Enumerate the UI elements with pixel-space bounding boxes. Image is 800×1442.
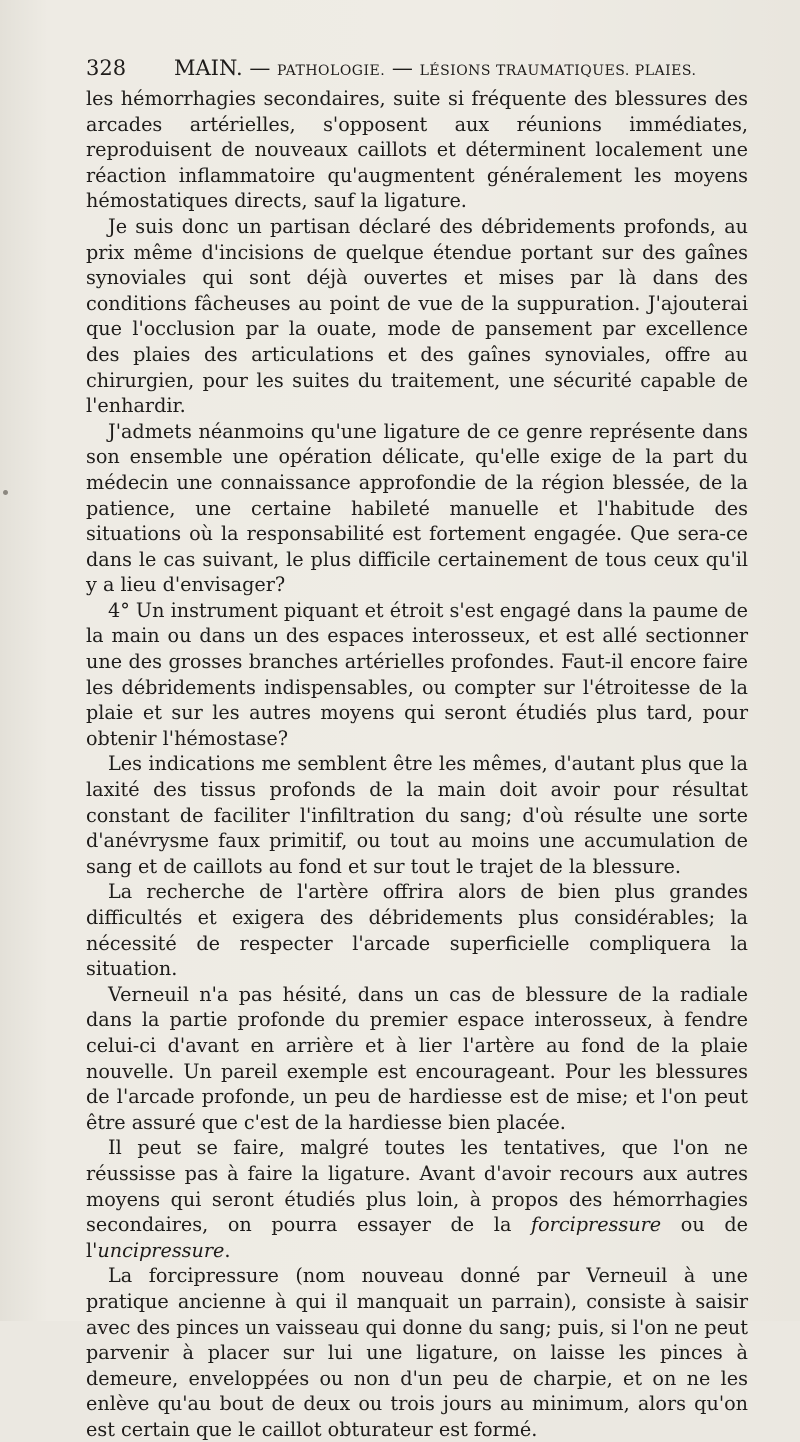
margin-speck [3, 490, 8, 495]
running-chapter: PATHOLOGIE. [277, 63, 386, 79]
paragraph-5: Les indications me semblent être les mêmes, d'autant plus que la laxité des tissus profonds de la main doit avoir pour résultat constant de faciliter l'infiltration du sang; d'où résulte une sorte d'anévrysme faux primitif, ou tout au moins une accumulation de sang et de caillots au fond et sur tout le trajet de la blessure. [86, 752, 748, 878]
paragraph-1: les hémorrhagies secondaires, suite si fréquente des blessures des arcades artérielles, s'opposent aux réunions immédiates, reproduisent de nouveaux caillots et déterminent localement une réaction inflammatoire qu'augmentent généralement les moyens hémostatiques directs, sauf la ligature. [86, 87, 748, 213]
paragraph-8-text-1: Il peut se faire, malgré toutes les tentatives, que l'on ne réussisse pas à faire la ligature. Avant d'avoir recours aux autres moyens qui seront étudiés plus loin, à propos des hémorrhagies secondaires, on pourra essayer de la [86, 1136, 748, 1237]
paragraph-9: La forcipressure (nom nouveau donné par Verneuil à une pratique ancienne à qui il manquait un parrain), consiste à saisir avec des pinces un vaisseau qui donne du sang; puis, si l'on ne peut parvenir à placer sur lui une ligature, on laisse les pinces à demeure, enveloppées ou non d'un peu de charpie, et on ne les enlève qu'au bout de deux ou trois jours au minimum, alors qu'on est certain que le caillot obturateur est formé. [86, 1264, 748, 1441]
running-subject: LÉSIONS TRAUMATIQUES. PLAIES. [419, 63, 697, 79]
running-header [86, 56, 756, 84]
running-dash-1: — [242, 56, 278, 80]
paragraph-8-text-2: ou de l' [86, 1213, 748, 1262]
paragraph-4: 4° Un instrument piquant et étroit s'est engagé dans la paume de la main ou dans un des espaces interosseux, et est allé sectionner une des grosses branches artérielles profondes. Faut-il encore faire les débridements indispensables, ou compter sur l'étroitesse de la plaie et sur les autres moyens qui seront étudiés plus tard, pour obtenir l'hémostase? [86, 598, 748, 750]
running-section: MAIN. [174, 56, 243, 80]
body-text [86, 86, 748, 1442]
page-number: 328 [86, 56, 127, 80]
paragraph-2: Je suis donc un partisan déclaré des débridements profonds, au prix même d'incisions de quelque étendue portant sur des gaînes synoviales qui sont déjà ouvertes et mises par là dans des conditions fâcheuses au point de vue de la suppuration. J'ajouterai que l'occlusion par la ouate, mode de pansement par excellence des plaies des articulations et des gaînes synoviales, offre au chirurgien, pour les suites du traitement, une sécurité capable de l'enhardir. [86, 214, 748, 418]
paragraph-8 [86, 1135, 748, 1263]
running-dash-2: — [385, 56, 420, 80]
term-forcipressure: forcipressure [531, 1213, 662, 1237]
paragraph-8-text-3: . [224, 1238, 231, 1262]
paragraph-6: La recherche de l'artère offrira alors de bien plus grandes difficultés et exigera des débridements plus considérables; la nécessité de respecter l'arcade superficielle compliquera la situation. [86, 880, 748, 981]
paragraph-3: J'admets néanmoins qu'une ligature de ce genre représente dans son ensemble une opération délicate, qu'elle exige de la part du médecin une connaissance approfondie de la région blessée, de la patience, une certaine habileté manuelle et l'habitude des situations où la responsabilité est fortement engagée. Que sera-ce dans le cas suivant, le plus difficile certainement de tous ceux qu'il y a lieu d'envisager? [86, 419, 748, 597]
running-title [174, 56, 696, 80]
term-uncipressure: uncipressure [97, 1238, 225, 1262]
paragraph-7: Verneuil n'a pas hésité, dans un cas de blessure de la radiale dans la partie profonde du premier espace interosseux, à fendre celui-ci d'avant en arrière et à lier l'artère au fond de la plaie nouvelle. Un pareil exemple est encourageant. Pour les blessures de l'arcade profonde, un peu de hardiesse est de mise; et l'on peut être assuré que c'est de la hardiesse bien placée. [86, 982, 748, 1134]
